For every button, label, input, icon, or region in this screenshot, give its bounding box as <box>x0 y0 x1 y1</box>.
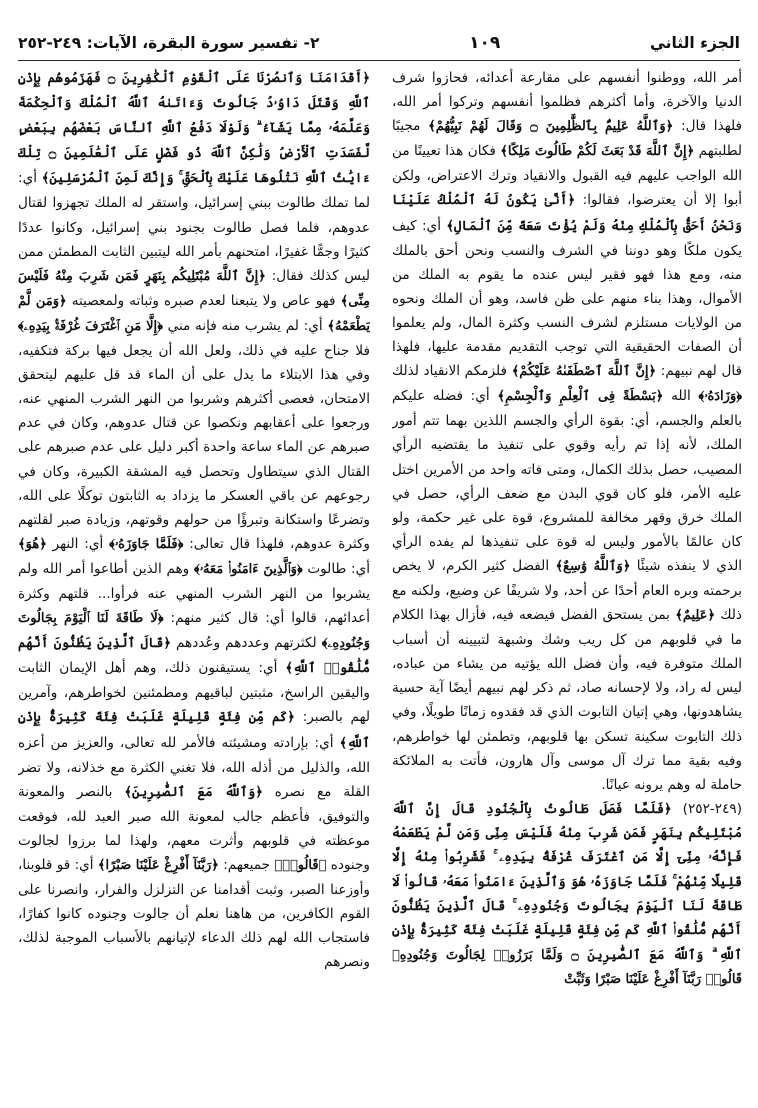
body-text: أي: لما تملك طالوت ببني إسرائيل، واستقر له الملك تجهزوا لقتال عدوهم، فلما فصل طالوت بجنود بني إسرائيل، وكانوا عددًا كثيرًا وجمًّا غفيرًا، امتحنهم بأمر الله ليتبين الثابت المطمئن ممن ليس كذلك فقال: <box>18 170 370 284</box>
page-number: ١٠٩ <box>469 33 501 53</box>
quran-quote: ﴿بَسْطَةً فِى ٱلْعِلْمِ وَٱلْجِسْمِ﴾ <box>497 389 664 405</box>
section-label: الجزء الثاني <box>649 34 740 52</box>
body-text: الفضل كثير الكرم، لا يخص برحمته وبره العام أحدًا عن أحد، ولا شريفًا عن وضيع، ولكنه مع ذلك <box>392 557 742 624</box>
quran-quote: ﴿قَالَ ٱلَّذِينَ يَظُنُّونَ أَنَّهُم مُّلَٰقُوا۟ ٱللَّهِ﴾ <box>18 636 370 677</box>
body-text: جميعهم: <box>218 857 275 873</box>
page-header <box>18 28 740 58</box>
header-divider <box>18 60 740 61</box>
tafsir-paragraph <box>18 66 370 974</box>
quran-quote: ﴿وَٱلَّذِينَ ءَامَنُوا۟ مَعَهُۥ﴾ <box>193 561 303 577</box>
quran-quote: ﴿إِنَّ ٱللَّهَ ٱصْطَفَىٰهُ عَلَيْكُمْ﴾ <box>511 364 657 380</box>
body-text: أي: يستيقنون ذلك، وهم أهل الإيمان الثابت واليقين الراسخ، مثبتين لباقيهم ومطمئنين لخواطرهم، وآمرين لهم بالصبر: <box>18 660 370 726</box>
body-text: أي: النهر <box>46 535 110 552</box>
quran-quote: ﴿إِنَّ ٱللَّهَ مُبْتَلِيكُم بِنَهَرٍ فَمَن شَرِبَ مِنْهُ فَلَيْسَ مِنِّى﴾ <box>18 268 370 309</box>
quran-quote: ﴿وَزَادَهُۥ﴾ <box>698 389 742 405</box>
body-text: أي: لم يشرب منه فإنه مني <box>162 317 328 334</box>
body-text: فهو عاص ولا يتبعنا لعدم صبره وثباته ولمعصيته <box>66 292 341 309</box>
body-text: فلا جناح عليه في ذلك، ولعل الله أن يجعل فيها بركة فتكفيه، وفي هذا الابتلاء ما يدل على أن الماء قد قل عليهم ليتحقق الامتحان، فعصى أكثرهم وشربوا من النهر الشرب المنهي عنه، ورجعوا على أعقابهم ونكصوا عن قتال عدوهم، وكان في عدم صبرهم عن الماء ساعة واحدة أكبر دليل على عدم صبرهم على القتال الذي سيتطاول وتحصل فيه المشقة الكبيرة، وكان في رجوعهم عن باقي العسكر ما يزداد به الثابتون توكلًا على الله، وتضرعًا واستكانة وتبرؤًا من حولهم وقوتهم، وزيادة صبر لقلتهم وكثرة عدوهم، فلهذا قال تعالى: <box>18 343 370 552</box>
body-text: الله <box>663 388 699 405</box>
quran-quote: ﴿وَٱللَّهُ وَٰسِعٌ﴾ <box>555 558 631 574</box>
quran-quote: ﴿إِلَّا مَنِ ٱغْتَرَفَ غُرْفَةًۢ بِيَدِهِۦ﴾ <box>18 318 163 334</box>
body-text: فكان هذا تعيينًا من الله الواجب عليهم فيه القبول والانقياد وترك الاعتراض، ولكن أبوا إلا أن يعترضوا، فقالوا: <box>392 143 742 209</box>
quran-quote: ﴿وَٱللَّهُ مَعَ ٱلصَّٰبِرِينَ﴾ <box>124 784 263 800</box>
left-column <box>18 66 370 1102</box>
verse-block <box>392 797 742 992</box>
body-text: أمر الله، ووطنوا أنفسهم على مقارعة أعدائه، فحازوا شرف الدنيا والآخرة، وأما أكثرهم فظلموا أنفسهم وتركوا أمر الله، فلهذا قال: <box>392 70 742 135</box>
body-text: وهم الذين أطاعوا أمر الله ولم يشربوا من النهر الشرب المنهي عنه فرأوا... قلتهم وكثرة أعدائهم، قالوا أي: قال كثير منهم: <box>18 560 370 627</box>
quran-quote: ﴿لَا طَاقَةَ لَنَا ٱلْيَوْمَ بِجَالُوتَ وَجُنُودِهِۦ﴾ <box>18 611 370 652</box>
body-text: فلزمكم الانقياد لذلك <box>392 363 512 380</box>
quran-quote: ﴿عَلِيمٌ﴾ <box>675 608 716 624</box>
quran-quote: ﴿هُوَ﴾ <box>18 536 47 552</box>
quran-quote: ﴿إِنَّ ٱللَّهَ قَدْ بَعَثَ لَكُمْ طَالُوتَ مَلِكًا﴾ <box>500 144 695 160</box>
tafsir-paragraph <box>392 66 742 797</box>
body-text: أي: قو قلوبنا، وأوزعنا الصبر، وثبت أقدامنا عن التزلزل والفرار، وانصرنا على القوم الكافرين، من هاهنا نعلم أن جالوت وجنوده كانوا كفارًا، فاستجاب الله لهم ذلك الدعاء لإتيانهم بالأسباب الموجبة لذلك، ونصرهم <box>18 857 370 971</box>
quran-quote: ﴿كَم مِّن فِئَةٍ قَلِيلَةٍ غَلَبَتْ فِئَةً كَثِيرَةًۢ بِإِذْنِ ٱللَّهِ﴾ <box>18 710 370 751</box>
body-text: بالنصر والمعونة والتوفيق، فأعظم جالب لمعونة الله صبر العبد لله، فوقعت موعظته في قلوبهم وأثرت معهم، ولهذا لما برزوا لجالوت وجنوده <box>18 783 370 873</box>
body-text: أي: فضله عليكم بالعلم والجسم، أي: بقوة الرأي والجسم اللذين بهما تتم أمور الملك، لأنه إذا تم رأيه وقوي على تنفيذ ما يقتضيه الرأي المصيب، حصل بذلك الكمال، ومتى فاته واحد من الأمرين اختل عليه الأمر، فلو كان قوي البدن مع ضعف الرأي، حصل في الملك خرق وقهر مخالفة للمشروع، قوة على غير حكمة، ولو كان عالمًا بالأمور وليس له قوة على تنفيذها لم يفده الرأي الذي لا ينفذه شيئًا <box>392 388 742 574</box>
right-column <box>392 66 742 1102</box>
quran-quote: ﴿فَلَمَّا جَاوَزَهُۥ﴾ <box>109 536 184 552</box>
body-text: مجيبًا لطلبتهم <box>392 118 742 160</box>
verse-text: ﴿فَلَمَّا فَصَلَ طَالُوتُ بِٱلْجُنُودِ قَالَ إِنَّ ٱللَّهَ مُبْتَلِيكُم بِنَهَرٍ فَمَن شَرِبَ مِنْهُ فَلَيْسَ مِنِّى وَمَن لَّمْ يَطْعَمْهُ فَإِنَّهُۥ مِنِّىٓ إِلَّا مَنِ ٱغْتَرَفَ غُرْفَةًۢ بِيَدِهِۦ ۚ فَشَرِبُوا۟ مِنْهُ إِلَّا قَلِيلًا مِّنْهُمْ ۚ فَلَمَّا جَاوَزَهُۥ هُوَ وَٱلَّذِينَ ءَامَنُوا۟ مَعَهُۥ قَالُوا۟ لَا طَاقَةَ لَنَا ٱلْيَوْمَ بِجَالُوتَ وَجُنُودِهِۦ ۚ قَالَ ٱلَّذِينَ يَظُنُّونَ أَنَّهُم مُّلَٰقُوا۟ ٱللَّهِ كَم مِّن فِئَةٍ قَلِيلَةٍ غَلَبَتْ فِئَةً كَثِيرَةًۢ بِإِذْنِ ٱللَّهِ ۗ وَٱللَّهُ مَعَ ٱلصَّٰبِرِينَ ۝ وَلَمَّا بَرَزُوا۟ لِجَالُوتَ وَجُنُودِهِۦ قَالُوا۟ رَبَّنَآ أَفْرِغْ عَلَيْنَا صَبْرًا وَثَبِّتْ <box>392 801 742 987</box>
body-text: أي: طالوت <box>302 560 370 577</box>
body-text: لكثرتهم وعددهم وعُددهم <box>170 635 322 652</box>
body-text: بمن يستحق الفضل فيضعه فيه، فأزال بهذا الكلام ما في قلوبهم من كل ريب وشك وشبهة لتبيينه أن أسباب الملك متوفرة فيه، وأن فضل الله يؤتيه من يشاء من عباده، ليس له راد، ولا لإحسانه صاد، ثم ذكر لهم نبيهم أيضًا آية حسية يشاهدونها، وهي إتيان التابوت الذي قد فقدوه زمانًا طويلًا، وفي ذلك التابوت سكينة تسكن بها قلوبهم، وتطمئن لها خواطرهم، وفيه بقية مما ترك آل موسى وآل هارون، فأتت به الملائكة حاملة له وهم يرونه عيانًا. <box>392 607 742 793</box>
body-text: أي: كيف يكون ملكًا وهو دوننا في الشرف والنسب ونحن أحق بالملك منه، ومع هذا فهو فقير ليس عنده ما يقوم به الملك من الأموال، وهذا بناء منهم على ظن فاسد، وهو أن الملك ونحوه من الولايات مستلزم لشرف النسب وكثرة المال، ولم يعلموا أن الصفات الحقيقية التي توجب التقديم مقدمة عليها، فلهذا قال لهم نبيهم: <box>392 217 742 380</box>
quran-quote: ﴿أَنَّىٰ يَكُونُ لَهُ ٱلْمُلْكُ عَلَيْنَا وَنَحْنُ أَحَقُّ بِٱلْمُلْكِ مِنْهُ وَلَمْ يُؤْتَ سَعَةً مِّنَ ٱلْمَالِ﴾ <box>392 193 742 234</box>
verse-reference: (٢٤٩-٢٥٢) <box>682 800 742 817</box>
chapter-title: ٢- تفسير سورة البقرة، الآيات: ٢٤٩-٢٥٢ <box>18 34 320 52</box>
quran-quote: ﴿قَالُوا۟﴾ <box>274 858 327 873</box>
quran-quote: ﴿رَبَّنَآ أَفْرِغْ عَلَيْنَا صَبْرًا﴾ <box>97 858 219 873</box>
body-text: أي: بإرادته ومشيئته فالأمر لله تعالى، والعزيز من أعزه الله، والذليل من أذله الله، فلا تغني الكثرة مع خذلانه، ولا تضر القلة مع نصره <box>18 734 370 800</box>
quran-quote: ﴿وَٱللَّهُ عَلِيمٌۢ بِٱلظَّٰلِمِينَ ۝ وَقَالَ لَهُمْ نَبِيُّهُمْ﴾ <box>428 119 674 135</box>
quran-quote: ﴿وَمَن لَّمْ يَطْعَمْهُ﴾ <box>18 293 370 334</box>
quran-quote: ﴿أَقْدَامَنَا وَٱنصُرْنَا عَلَى ٱلْقَوْمِ ٱلْكَٰفِرِينَ ۝ فَهَزَمُوهُم بِإِذْنِ ٱللَّهِ وَقَتَلَ دَاوُۥدُ جَالُوتَ وَءَاتَىٰهُ ٱللَّهُ ٱلْمُلْكَ وَٱلْحِكْمَةَ وَعَلَّمَهُۥ مِمَّا يَشَآءُ ۗ وَلَوْلَا دَفْعُ ٱللَّهِ ٱلنَّاسَ بَعْضَهُم بِبَعْضٍ لَّفَسَدَتِ ٱلْأَرْضُ وَلَٰكِنَّ ٱللَّهَ ذُو فَضْلٍ عَلَى ٱلْعَٰلَمِينَ ۝ تِلْكَ ءَايَٰتُ ٱللَّهِ نَتْلُوهَا عَلَيْكَ بِٱلْحَقِّ ۚ وَإِنَّكَ لَمِنَ ٱلْمُرْسَلِينَ﴾ <box>18 71 370 187</box>
